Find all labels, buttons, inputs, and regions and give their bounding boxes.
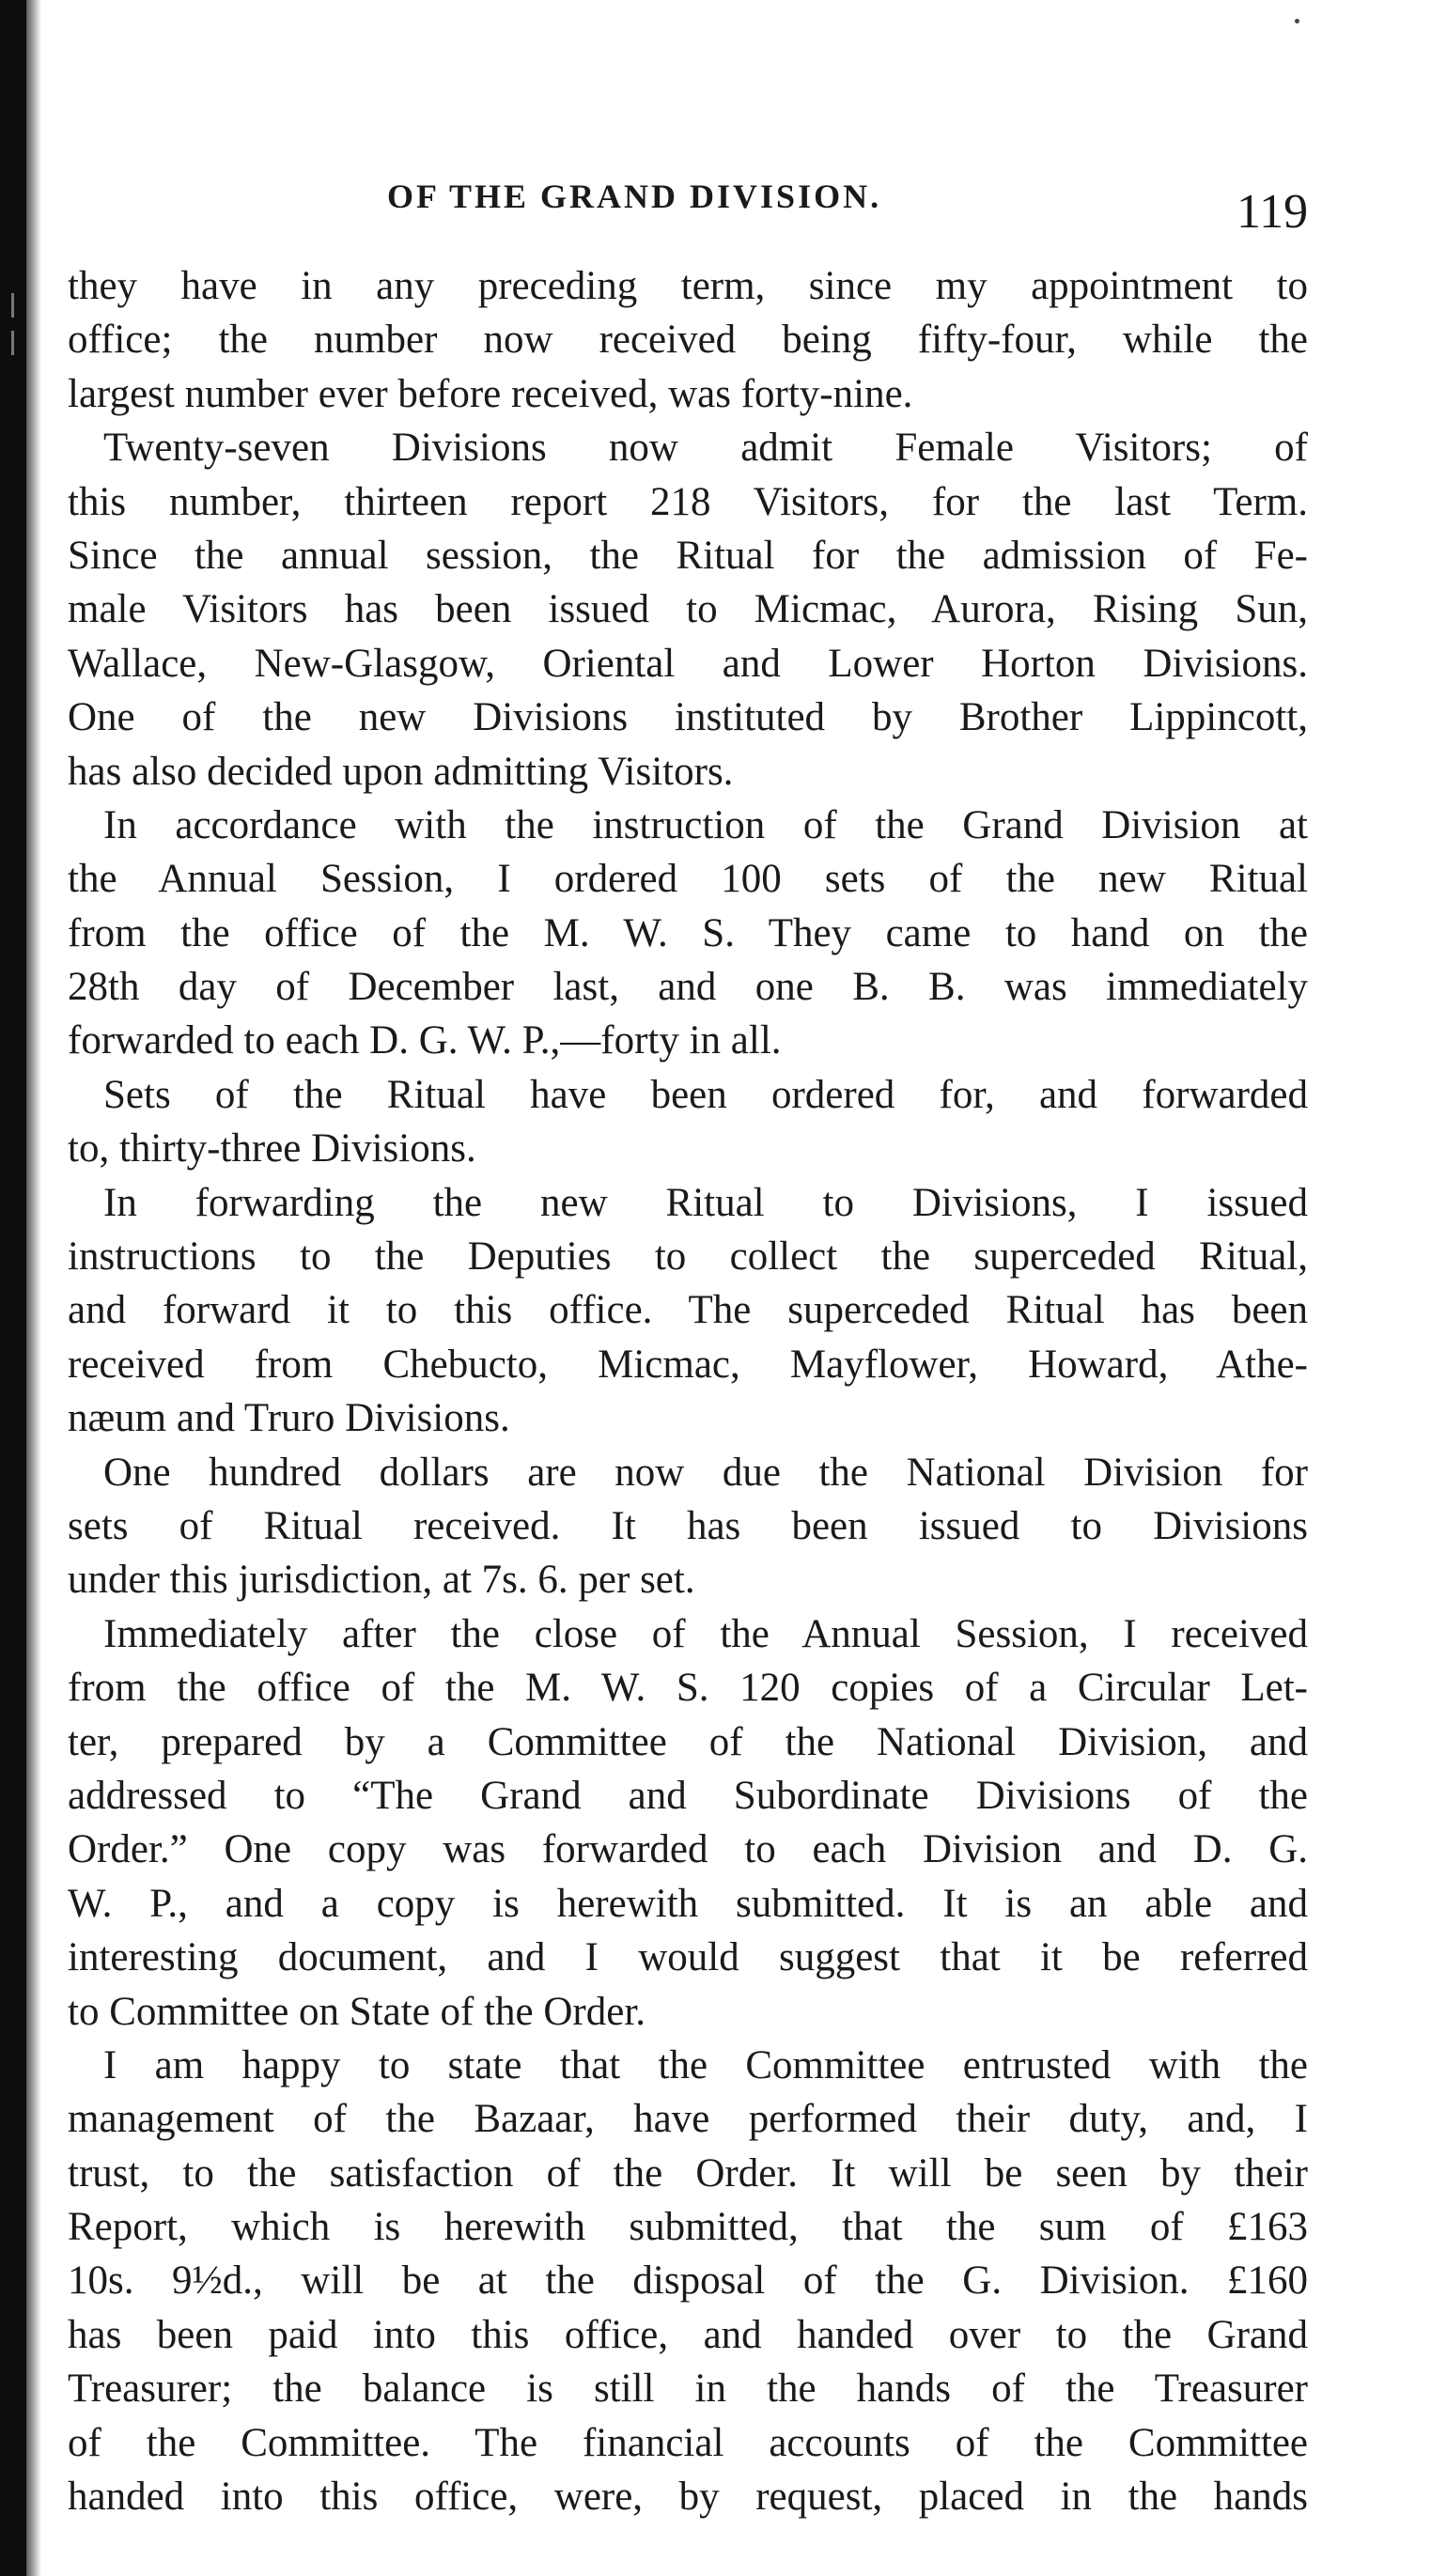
text-line: of the Committee. The financial accounts of the Committee bbox=[68, 2420, 1308, 2465]
text-line: the Annual Session, I ordered 100 sets of the new Ritual bbox=[68, 857, 1308, 902]
text-line: to Committee on State of the Order. bbox=[68, 1989, 646, 2034]
text-line: 28th day of December last, and one B. B. was immediately bbox=[68, 965, 1308, 1010]
text-line: W. P., and a copy is herewith submitted. It is an able and bbox=[68, 1881, 1308, 1926]
page-number: 119 bbox=[1237, 185, 1309, 239]
text-line: interesting document, and I would suggest that it be referred bbox=[68, 1935, 1308, 1980]
text-line: trust, to the satisfaction of the Order. It will be seen by their bbox=[68, 2150, 1308, 2196]
text-line: from the office of the M. W. S. 120 copies of a Circular Let- bbox=[68, 1666, 1308, 1711]
text-line: management of the Bazaar, have performed their duty, and, I bbox=[68, 2097, 1308, 2142]
text-line: and forward it to this office. The superceded Ritual has been bbox=[68, 1288, 1308, 1333]
text-line: næum and Truro Divisions. bbox=[68, 1396, 510, 1441]
text-line: handed into this office, were, by request, placed in the hands bbox=[68, 2475, 1308, 2520]
text-line: has also decided upon admitting Visitors. bbox=[68, 749, 734, 794]
paper-speck bbox=[1295, 19, 1299, 23]
text-line: Since the annual session, the Ritual for the admission of Fe- bbox=[68, 533, 1308, 578]
text-line: office; the number now received being fifty-four, while the bbox=[68, 318, 1308, 363]
text-line: sets of Ritual received. It has been issued to Divisions bbox=[68, 1503, 1308, 1548]
text-line: male Visitors has been issued to Micmac, Aurora, Rising Sun, bbox=[68, 587, 1308, 632]
text-line: Sets of the Ritual have been ordered for, and forwarded bbox=[103, 1072, 1308, 1117]
margin-mark bbox=[11, 331, 14, 355]
text-line: One of the new Divisions instituted by Brother Lippincott, bbox=[68, 695, 1308, 740]
text-line: this number, thirteen report 218 Visitors, for the last Term. bbox=[68, 479, 1308, 524]
text-line: Immediately after the close of the Annual Session, I received bbox=[103, 1611, 1308, 1656]
binding-shadow bbox=[26, 0, 41, 2576]
text-line: One hundred dollars are now due the National Division for bbox=[103, 1450, 1308, 1495]
text-line: 10s. 9½d., will be at the disposal of the G. Division. £160 bbox=[68, 2258, 1308, 2304]
text-line: I am happy to state that the Committee entrusted with the bbox=[103, 2042, 1308, 2087]
text-line: addressed to “The Grand and Subordinate Divisions of the bbox=[68, 1773, 1308, 1818]
text-line: from the office of the M. W. S. They came to hand on the bbox=[68, 910, 1308, 955]
text-line: has been paid into this office, and handed over to the Grand bbox=[68, 2312, 1308, 2357]
text-line: In forwarding the new Ritual to Divisions, I issued bbox=[103, 1180, 1308, 1225]
text-line: Treasurer; the balance is still in the hands of the Treasurer bbox=[68, 2367, 1308, 2412]
text-line: they have in any preceding term, since my appointment to bbox=[68, 264, 1308, 308]
text-line: to, thirty-three Divisions. bbox=[68, 1126, 476, 1172]
text-line: under this jurisdiction, at 7s. 6. per set. bbox=[68, 1558, 695, 1603]
text-line: ter, prepared by a Committee of the National Division, and bbox=[68, 1719, 1308, 1764]
text-line: Twenty-seven Divisions now admit Female Visitors; of bbox=[103, 426, 1308, 471]
text-line: forwarded to each D. G. W. P.,—forty in all. bbox=[68, 1018, 782, 1063]
running-head: OF THE GRAND DIVISION. bbox=[387, 178, 882, 215]
text-line: Wallace, New-Glasgow, Oriental and Lower Horton Divisions. bbox=[68, 641, 1308, 686]
text-line: received from Chebucto, Micmac, Mayflower, Howard, Athe- bbox=[68, 1342, 1308, 1387]
text-line: In accordance with the instruction of the Grand Division at bbox=[103, 802, 1308, 847]
page-binding-edge bbox=[0, 0, 26, 2576]
body-text bbox=[68, 259, 1308, 2523]
text-line: instructions to the Deputies to collect the superceded Ritual, bbox=[68, 1234, 1308, 1280]
margin-mark bbox=[11, 293, 14, 318]
text-line: largest number ever before received, was forty-nine. bbox=[68, 371, 913, 416]
text-line: Order.” One copy was forwarded to each Division and D. G. bbox=[68, 1827, 1308, 1872]
text-line: Report, which is herewith submitted, that the sum of £163 bbox=[68, 2205, 1308, 2250]
